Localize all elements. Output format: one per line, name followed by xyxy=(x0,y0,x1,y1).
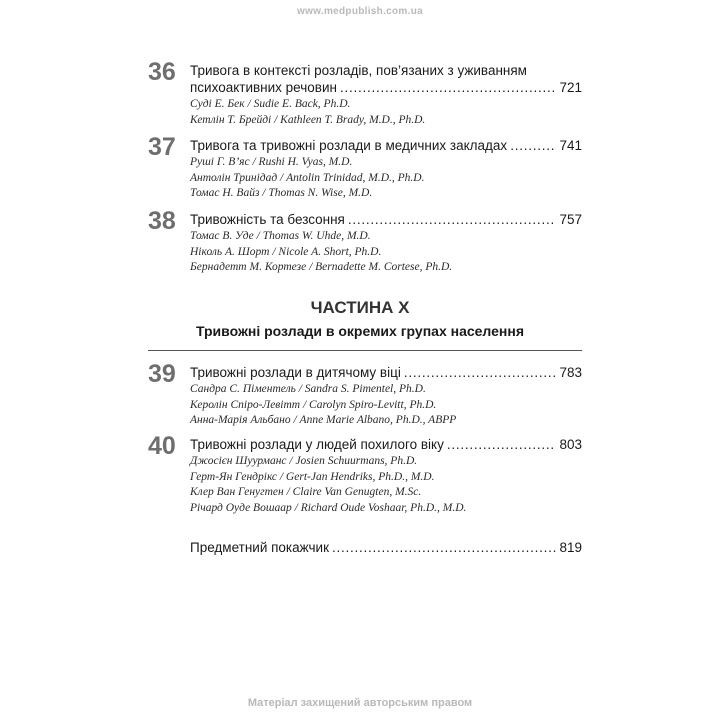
toc-chapter-39[interactable] xyxy=(148,360,582,429)
page-number: 741 xyxy=(559,138,582,153)
author: Томас В. Уде / Thomas W. Uhde, M.D. xyxy=(190,230,371,242)
chapter-title: Тривожність та безсоння xyxy=(190,212,345,227)
author: Томас Н. Вайз / Thomas N. Wise, M.D. xyxy=(190,187,373,199)
page-number: 721 xyxy=(559,80,582,95)
divider xyxy=(148,350,582,351)
leader-dots xyxy=(340,79,557,96)
page-number: 819 xyxy=(559,540,582,555)
author-list xyxy=(190,229,582,276)
author: Річард Оуде Вошаар / Richard Oude Voshaar, Ph.D., M.D. xyxy=(190,501,467,514)
author: Герт-Ян Гендрікс / Gert-Jan Hendriks, Ph.D., M.D. xyxy=(190,470,435,483)
part-heading: ЧАСТИНА X xyxy=(310,298,410,317)
page-number: 757 xyxy=(559,212,582,227)
author: Ніколь А. Шорт / Nicole A. Short, Ph.D. xyxy=(190,245,382,258)
author: Антолін Тринідад / Antolin Trinidad, M.D., Ph.D. xyxy=(190,171,425,184)
toc-chapter-38[interactable] xyxy=(148,207,582,276)
copyright-watermark: Матеріал захищений авторським правом xyxy=(247,697,473,709)
toc-index-entry[interactable] xyxy=(190,539,582,556)
index-label: Предметний покажчик xyxy=(190,540,330,555)
chapter-title: Тривога та тривожні розлади в медичних закладах xyxy=(190,138,508,153)
author-list xyxy=(190,454,582,516)
chapter-number: 40 xyxy=(148,432,176,460)
author: Бернадетт М. Кортезе / Bernadette M. Cortese, Ph.D. xyxy=(190,261,453,273)
author: Анна-Марія Альбано / Anne Marie Albano, Ph.D., ABPP xyxy=(190,414,457,426)
chapter-title: Тривога в контексті розладів, пов’язаних з уживанням xyxy=(190,63,527,78)
leader-dots xyxy=(348,211,557,228)
author: Руші Г. В’яс / Rushi H. Vyas, M.D. xyxy=(190,156,353,168)
author-list xyxy=(190,97,582,128)
chapter-number: 36 xyxy=(148,58,176,86)
author: Кетлін Т. Брейді / Kathleen T. Brady, M.D., Ph.D. xyxy=(190,113,426,126)
leader-dots xyxy=(447,436,557,453)
chapter-number: 37 xyxy=(148,133,176,161)
page-number: 803 xyxy=(559,437,582,452)
chapter-number: 38 xyxy=(148,207,176,235)
leader-dots xyxy=(404,364,557,381)
part-subtitle: Тривожні розлади в окремих групах населення xyxy=(195,323,525,339)
chapter-title: Тривожні розлади в дитячому віці xyxy=(190,365,401,380)
author: Сандра С. Піментель / Sandra S. Pimentel, Ph.D. xyxy=(190,383,426,395)
author: Керолін Спіро-Левітт / Carolyn Spiro-Levitt, Ph.D. xyxy=(190,398,437,411)
author-list xyxy=(190,155,582,202)
page-number: 783 xyxy=(559,365,582,380)
author: Клер Ван Генугтен / Claire Van Genugten, M.Sc. xyxy=(190,486,422,498)
chapter-title-cont: психоактивних речовин xyxy=(190,80,337,95)
chapter-title: Тривожні розлади у людей похилого віку xyxy=(190,437,444,452)
toc-chapter-36[interactable] xyxy=(148,58,582,128)
leader-dots xyxy=(510,137,556,154)
toc-chapter-37[interactable] xyxy=(148,133,582,202)
toc-chapter-40[interactable] xyxy=(148,432,582,516)
chapter-number: 39 xyxy=(148,360,176,388)
leader-dots xyxy=(332,539,556,556)
author: Джосієн Шуурманс / Josien Schuurmans, Ph.D. xyxy=(190,455,418,467)
author-list xyxy=(190,382,582,429)
author: Суді Е. Бек / Sudie E. Back, Ph.D. xyxy=(190,98,351,110)
site-watermark: www.medpublish.com.ua xyxy=(297,6,423,17)
